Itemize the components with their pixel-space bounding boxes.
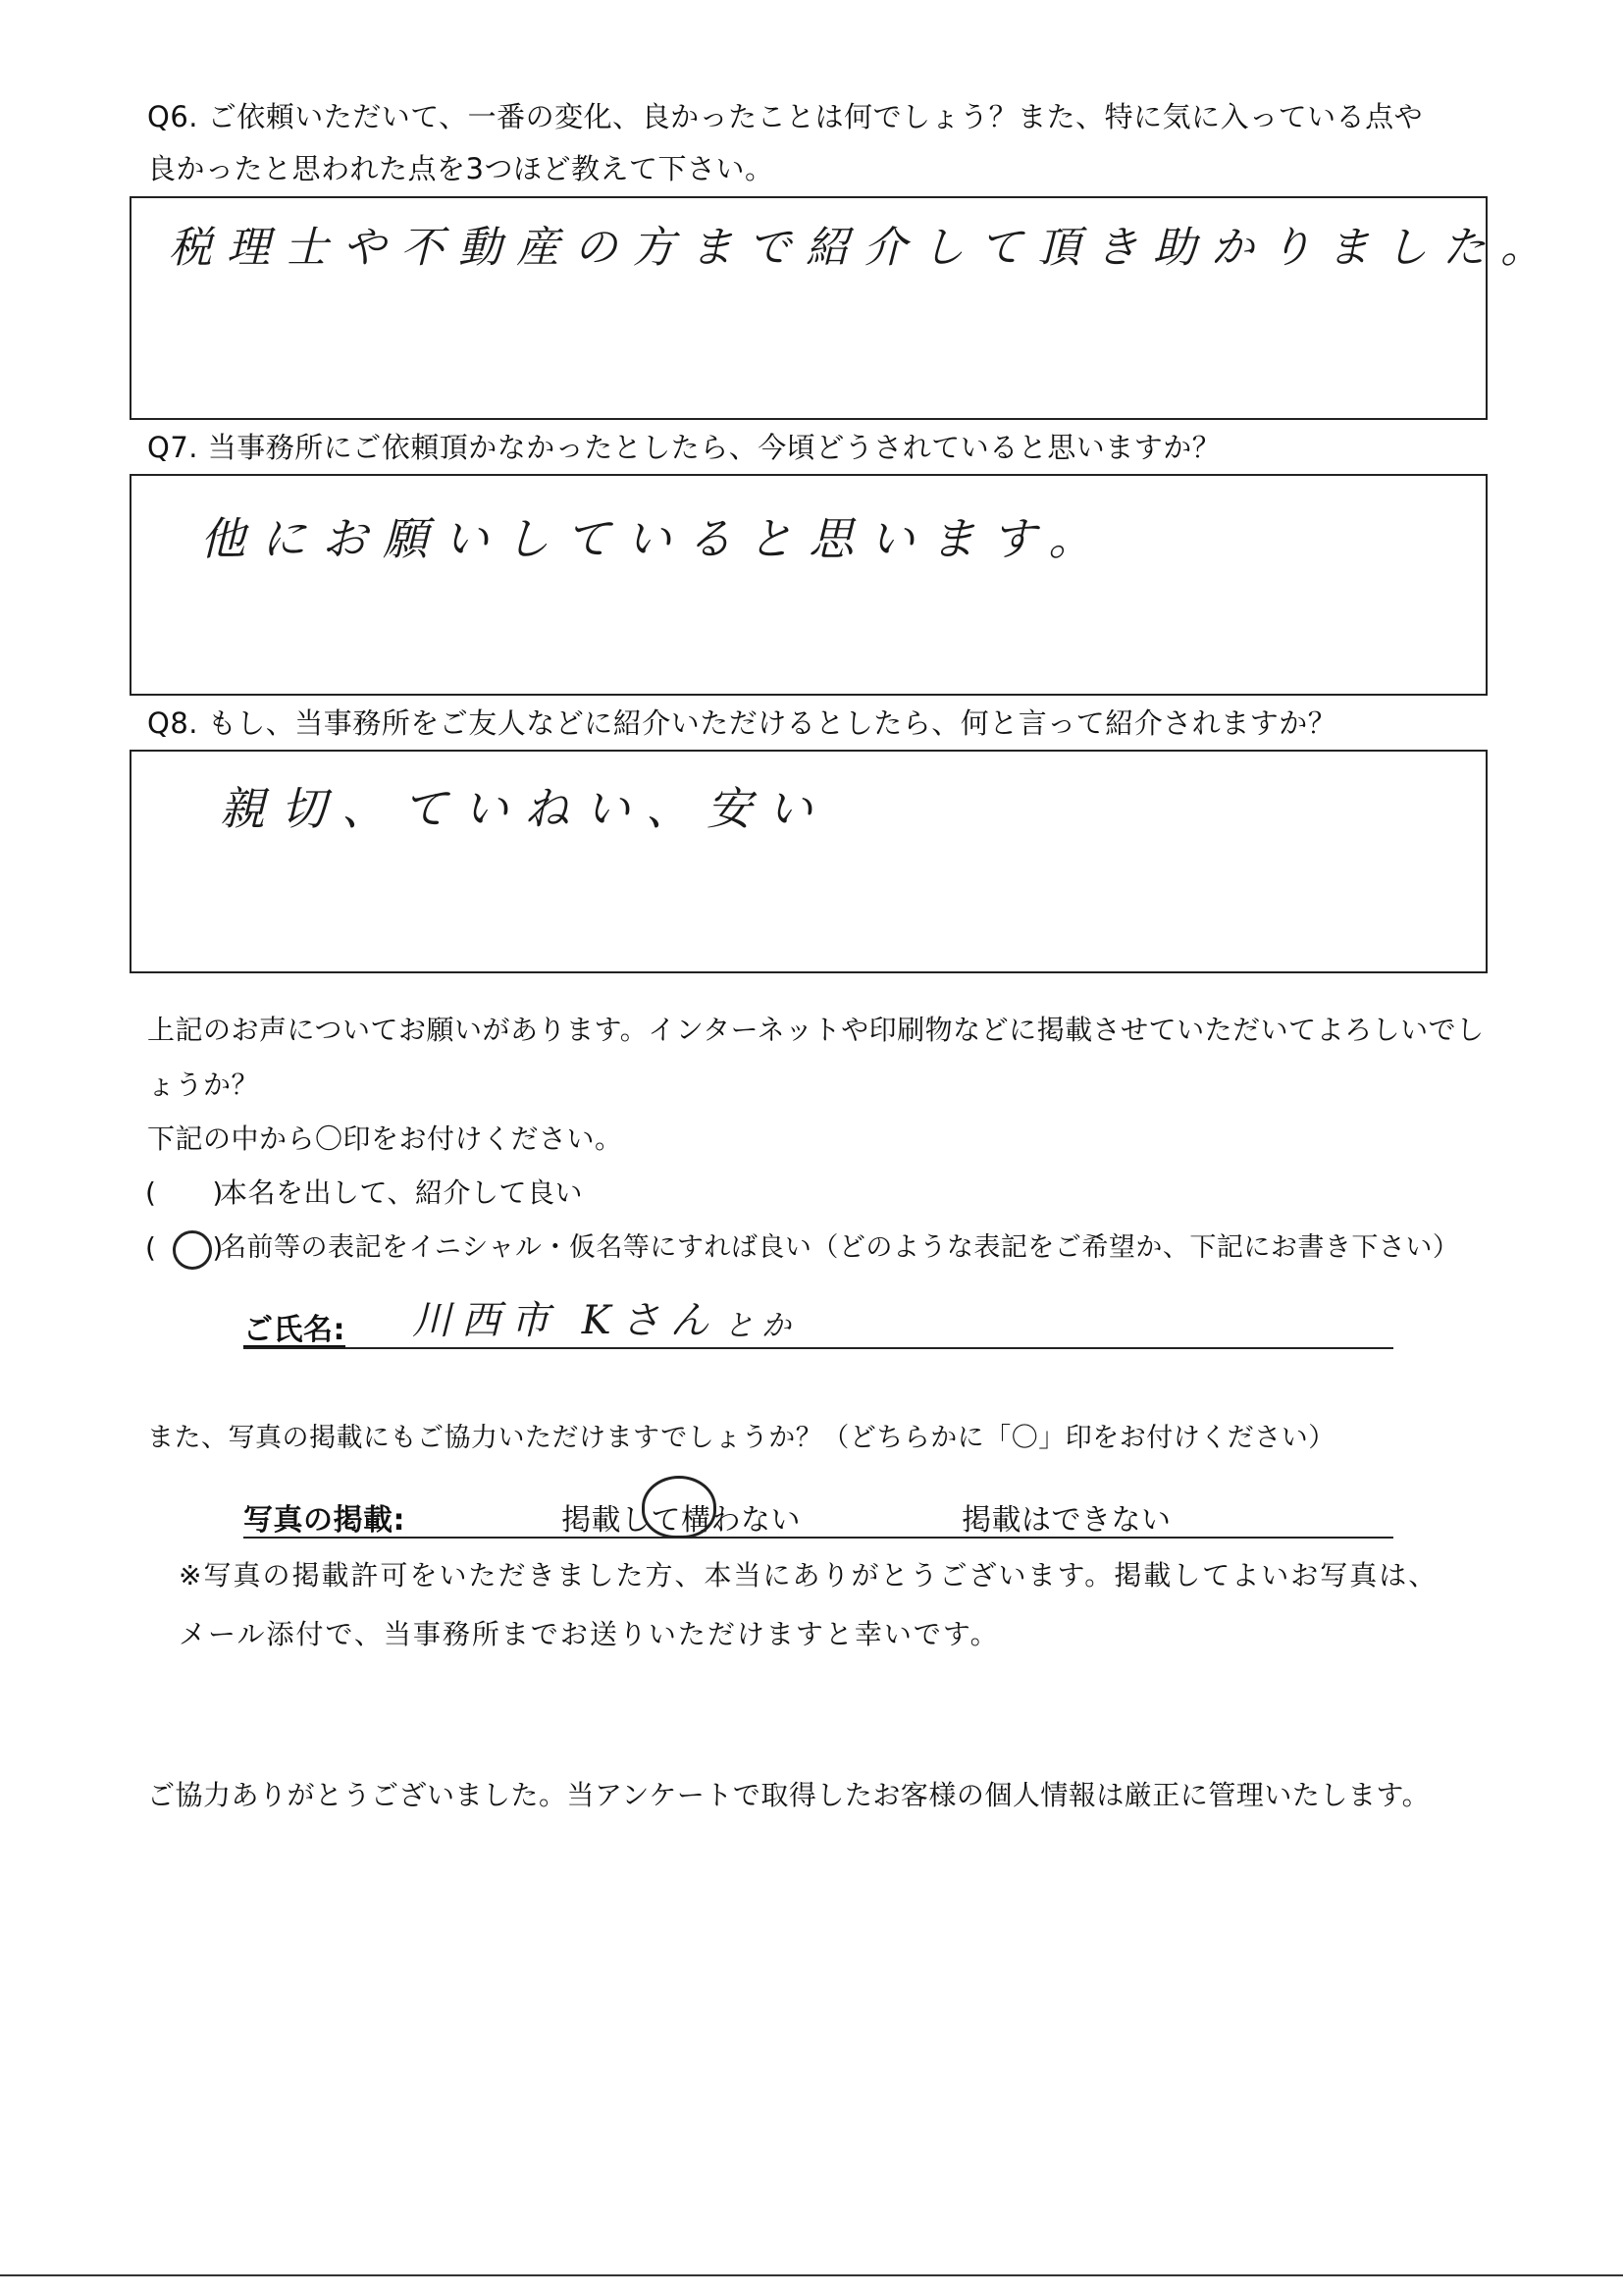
option2-paren[interactable]: ( ): [145, 1231, 224, 1264]
q8-question: Q8. もし、当事務所をご友人などに紹介いただけるとしたら、何と言って紹介されますか？: [147, 706, 1337, 740]
q7-answer-box: [130, 474, 1488, 696]
name-handwritten-suffix: とか: [724, 1309, 799, 1343]
option1-text: 本名を出して、紹介して良い: [220, 1176, 583, 1209]
q7-handwritten-answer: 他にお願いしていると思います。: [200, 512, 1110, 565]
q6-answer-box: [130, 196, 1558, 420]
photo-underline: [243, 1537, 1393, 1539]
option1-paren[interactable]: ( ): [145, 1176, 224, 1209]
option2-text: 名前等の表記をイニシャル・仮名等にすれば良い（どのような表記をご希望か、下記にお書き下さい）: [220, 1232, 1460, 1263]
photo-label: 写真の掲載:: [243, 1503, 405, 1538]
q7-question: Q7. 当事務所にご依頼頂かなかったとしたら、今頃どうされていると思いますか？: [147, 431, 1222, 464]
photo-note-line1: ※写真の掲載許可をいただきました方、本当にありがとうございます。掲載してよいお写真は、: [179, 1559, 1439, 1592]
photo-option-yes[interactable]: 掲載して構わない: [561, 1503, 801, 1538]
photo-yes-circle-mark: [642, 1476, 716, 1539]
q6-question-line2: 良かったと思われた点を3つほど教えて下さい。: [147, 152, 774, 185]
q6-handwritten-answer: 税理士や不動産の方まで紹介して頂き助かりました。: [169, 223, 1558, 273]
name-underline: [243, 1347, 1393, 1349]
photo-note-line2: メール添付で、当事務所までお送りいただけますと幸いです。: [179, 1618, 1000, 1650]
consent-request-line2: ょうか？: [147, 1069, 260, 1101]
q8-answer-box: [130, 750, 1488, 973]
q8-handwritten-answer: 親切、ていねい、安い: [220, 782, 828, 835]
consent-instruction: 下記の中から〇印をお付けください。: [147, 1122, 623, 1155]
name-handwritten-value: 川西市 Kさん: [412, 1298, 719, 1343]
closing-text: ご協力ありがとうございました。当アンケートで取得したお客様の個人情報は厳正に管理いたします。: [147, 1779, 1431, 1811]
name-label: ご氏名:: [243, 1313, 345, 1347]
page-bottom-rule: [0, 2274, 1623, 2276]
consent-request-line1: 上記のお声についてお願いがあります。インターネットや印刷物などに掲載させていただいてよろしいでし: [147, 1014, 1485, 1046]
q6-question-line1: Q6. ご依頼いただいて、一番の変化、良かったことは何でしょう？また、特に気に入っている点や: [147, 100, 1424, 133]
photo-option-no[interactable]: 掲載はできない: [962, 1503, 1172, 1538]
option2-circle-mark: [173, 1230, 212, 1270]
photo-question: また、写真の掲載にもご協力いただけますでしょうか？（どちらかに「〇」印をお付けください）: [147, 1423, 1335, 1453]
